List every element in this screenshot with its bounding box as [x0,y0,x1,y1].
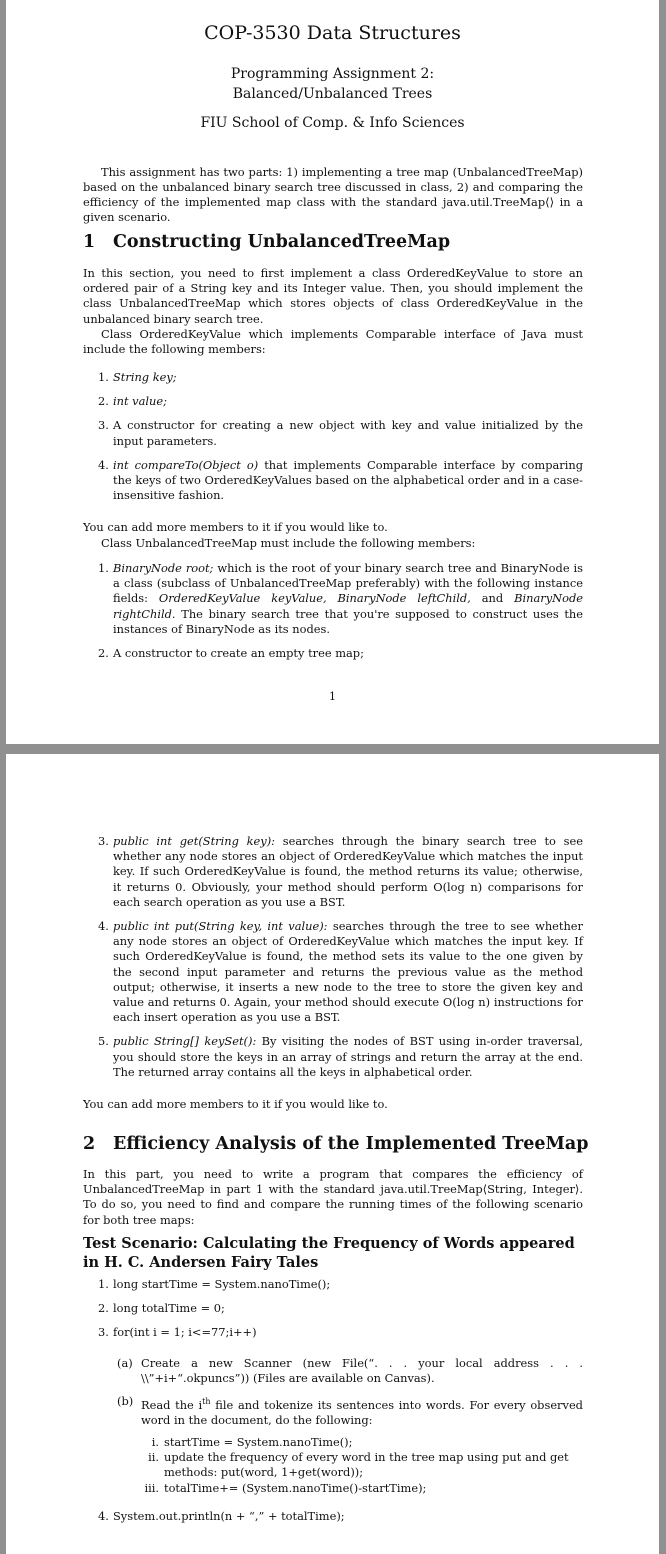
list-item: 4. int compareTo(Object o) that implements Comparable interface by comparing the keys of two OrderedKeyValues based on the alphabetical order and in a case-insensitive fashion. [98,457,583,503]
okv-more-members: You can add more members to it if you would like to. [83,520,388,534]
list-item: 1. String key; [98,370,177,384]
utm-more-members: You can add more members to it if you would like to. [83,1097,388,1111]
list-item: 2. A constructor to create an empty tree map; [98,646,364,661]
list-item: 3. A constructor for creating a new object with key and value initialized by the input parameters. [98,418,583,448]
list-item: 3. public int get(String key): searches through the binary search tree to see whether any node stores an object of OrderedKeyValue which matches the input key. If such OrderedKeyValue is found, the method returns its value; otherwise, it returns 0. Obviously, your method should perform O(log n) comparisons for each search operation as you use a BST. [98,834,584,909]
list-item: iii. totalTime+= (System.nanoTime()-startTime); [144,1480,427,1495]
list-item: (a) Create a new Scanner (new File(“. . . your local address . . . \\”+i+“.okpuncs”)) (Files are available on Canvas). [117,1356,583,1386]
section-1-title: Constructing UnbalancedTreeMap [113,232,451,252]
abstract: This assignment has two parts: 1) implementing a tree map (UnbalancedTreeMap) based on the unbalanced binary search tree discussed in class, 2) and comparing the efficiency of the implemented map class with the standard java.util.TreeMap⟨⟩ in a given scenario. [83,165,583,224]
section-2-number: 2 [83,1134,96,1154]
section-1-intro: In this section, you need to first implement a class OrderedKeyValue to store an ordered pair of a String key and its Integer value. Then, you should implement the class UnbalancedTreeMap which stores objects of class OrderedKeyValue in the unbalanced binary search tree. [83,266,583,326]
list-item: 4. public int put(String key, int value): searches through the tree to see whether any node stores an object of OrderedKeyValue which matches the input key. If such OrderedKeyValue is found, the method sets its value to the one given by the second input parameter and returns the previous value as the method output; otherwise, it inserts a new node to the tree to store the given key and value and returns 0. Again, your method should execute O(log n) instructions for each insert operation as you use a BST. [98,919,583,1025]
page-2 [6,754,659,1554]
page-number: 1 [329,690,336,703]
section-2-heading [83,1134,588,1154]
scenario-final-step [83,1509,583,1533]
section-2-intro: In this part, you need to write a program that compares the efficiency of UnbalancedTreeMap in part 1 with the standard java.util.TreeMap⟨String, Integer⟩. To do so, you need to find and compare the running times of the following scenario for both tree maps: [83,1167,583,1227]
section-1-heading [83,232,450,252]
list-item: i. startTime = System.nanoTime(); [151,1435,353,1449]
subtitle-line-1: Programming Assignment 2: [230,66,435,82]
list-item: 1. BinaryNode root; which is the root of your binary search tree and BinaryNode is a class (subclass of UnbalancedTreeMap preferably) with the following instance fields: OrderedKeyValue keyValue, BinaryNode leftChild, and BinaryNode rightChild. The binary search tree that you're supposed to construct uses the instances of BinaryNode as its nodes. [98,561,583,636]
okv-member-list [83,370,583,512]
scenario-roman-steps [141,1435,583,1496]
okv-intro: Class OrderedKeyValue which implements Comparable interface of Java must include the following members: [83,327,583,357]
list-item: 4. System.out.println(n + “,” + totalTime); [98,1509,345,1523]
list-item: (b) Read the $i^{th}$ file and tokenize its sentences into words. For every observed word in the document, do the following: [117,1394,583,1428]
list-item: 1. long startTime = System.nanoTime(); [98,1277,331,1291]
list-item: ii. update the frequency of every word in the tree map using put and get methods: put(word, 1+get(word)); [148,1450,569,1480]
utm-member-list-continued [83,834,583,1089]
page-1 [6,0,659,744]
list-item: 3. for(int i = 1; i<=77;i++) [98,1325,257,1340]
affiliation: FIU School of Comp. & Info Sciences [200,115,465,131]
scenario-steps [83,1277,583,1350]
utm-member-list [83,561,583,670]
document-subtitle [6,64,659,104]
section-1-number: 1 [83,232,96,252]
utm-intro: Class UnbalancedTreeMap must include the following members: [101,536,476,550]
section-2-title: Efficiency Analysis of the Implemented TreeMap [113,1134,589,1154]
document-title: COP-3530 Data Structures [204,22,461,44]
list-item: 2. int value; [98,394,167,409]
scenario-sub-steps [113,1356,583,1437]
test-scenario-title: Test Scenario: Calculating the Frequency of Words appeared in H. C. Andersen Fairy Tales [83,1235,575,1271]
subtitle-line-2: Balanced/Unbalanced Trees [232,86,433,102]
list-item: 5. public String[] keySet(): By visiting the nodes of BST using in-order traversal, you should store the keys in an array of strings and return the array at the end. The returned array contains all the keys in alphabetical order. [98,1034,583,1079]
list-item: 2. long totalTime = 0; [98,1301,225,1316]
